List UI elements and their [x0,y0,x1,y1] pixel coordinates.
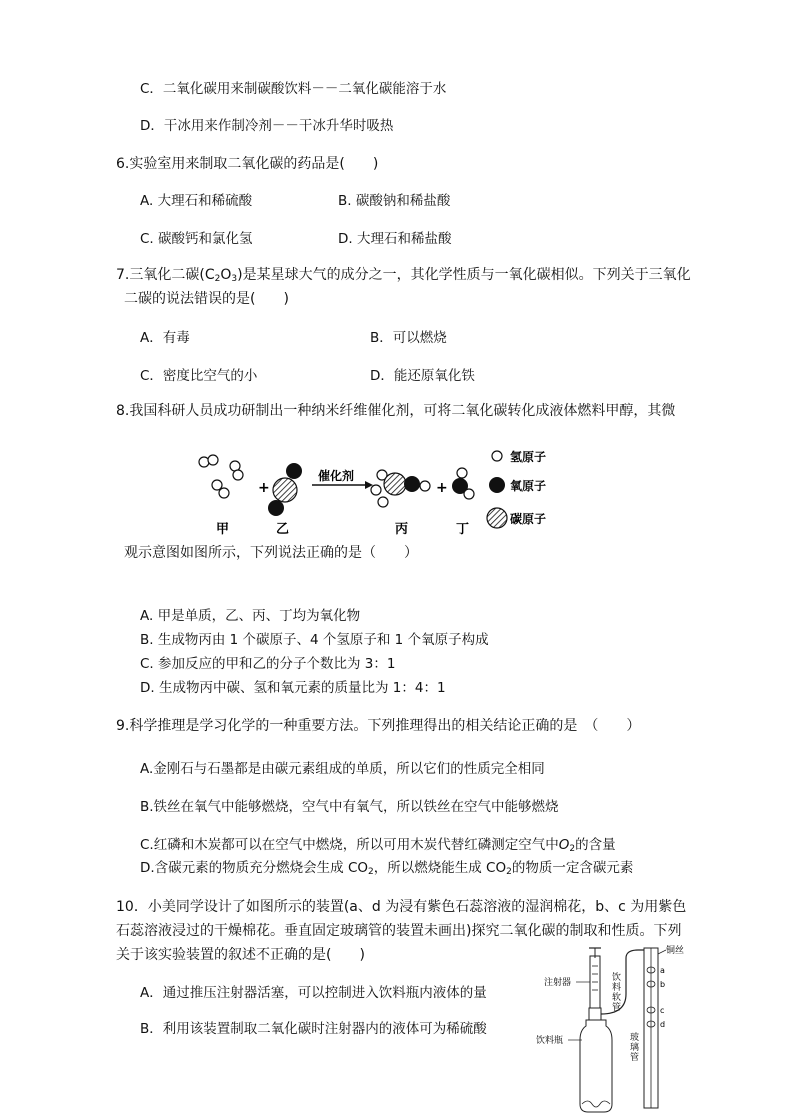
q9-option-c-post: 的含量 [575,837,616,853]
glass-tube-char-1: 玻 [630,1033,640,1043]
cotton-a-label: a [660,966,665,975]
q10-option-a: A．通过推压注射器活塞，可以控制进入饮料瓶内液体的量 [140,985,487,1001]
q10-stem-line3: 关于该实验装置的叙述不正确的是( ) [116,947,365,963]
q7-stem-line2: 二碳的说法错误的是( ) [124,291,289,307]
soft-tube-drawing [601,950,650,1014]
copper-wire-label: 铜丝 [666,946,685,956]
label-bing: 丙 [395,522,409,537]
q7-option-b: B．可以燃烧 [370,330,447,346]
catalyst-label: 催化剂 [318,469,355,483]
plus-sign-1: + [258,480,270,496]
q7-option-d: D．能还原氧化铁 [370,368,475,384]
q9-option-d-sub2: 2 [506,867,512,877]
co2-apparatus-diagram [526,944,690,1116]
product-bing-molecule [371,470,430,507]
reactant-jia-molecules [199,455,243,498]
glass-tube-drawing [644,948,658,1108]
q8-option-a: A. 甲是单质，乙、丙、丁均为氧化物 [140,608,361,624]
label-yi: 乙 [276,522,290,537]
q7-option-a: A．有毒 [140,330,190,346]
q9-option-b: B.铁丝在氧气中能够燃烧，空气中有氧气，所以铁丝在空气中能够燃烧 [140,799,559,815]
q8-stem-line1: 8.我国科研人员成功研制出一种纳米纤维催化剂，可将二氧化碳转化成液体燃料甲醇，其微 [116,403,676,419]
cotton-c-label: c [660,1006,665,1015]
q9-option-d-mid: ，所以燃烧能生成 CO [373,860,507,876]
q5-option-c: C．二氧化碳用来制碳酸饮料－－二氧化碳能溶于水 [140,81,447,97]
syringe-label: 注射器 [544,978,572,988]
soft-tube-label [612,971,621,1013]
soft-tube-char-3: 软 [612,993,622,1003]
q6-option-a: A. 大理石和稀硫酸 [140,193,253,209]
q9-option-d-sub1: 2 [368,867,374,877]
q7-stem-line1 [116,266,691,288]
q9-option-c-sub: 2 [569,844,576,854]
bottle-drawing [580,1008,612,1112]
legend-hydrogen: 氢原子 [510,450,547,464]
soft-tube-char-4: 管 [612,1003,622,1013]
q9-option-c-o: O [558,837,570,853]
q7-stem-o: O [220,267,232,283]
q10-stem-line1: 10．小美同学设计了如图所示的装置(a、d 为浸有紫色石蕊溶液的湿润棉花，b、c 为用紫色 [116,899,687,915]
q8-option-b: B. 生成物丙由 1 个碳原子、4 个氢原子和 1 个氧原子构成 [140,632,489,648]
q9-option-c-pre: C.红磷和木炭都可以在空气中燃烧，所以可用木炭代替红磷测定空气中 [140,837,559,853]
legend-carbon: 碳原子 [510,512,547,526]
bottle-label: 饮料瓶 [536,1036,564,1046]
glass-tube-char-2: 璃 [630,1043,640,1053]
q7-option-c: C．密度比空气的小 [140,368,258,384]
reactant-yi-molecule [268,463,302,516]
q9-option-a: A.金刚石与石墨都是由碳元素组成的单质，所以它们的性质完全相同 [140,761,545,777]
q9-stem: 9.科学推理是学习化学的一种重要方法。下列推理得出的相关结论正确的是 （ ） [116,718,641,734]
glass-tube-char-3: 管 [630,1053,640,1063]
q7-stem-pre: 7.三氧化二碳(C [116,267,215,283]
q5-option-d: D．干冰用来作制冷剂－－干冰升华时吸热 [140,118,394,134]
q7-sub-3: 3 [231,274,238,284]
q6-stem: 6.实验室用来制取二氧化碳的药品是( ) [116,156,379,172]
q9-option-d [140,859,633,881]
q9-option-d-pre: D.含碳元素的物质充分燃烧会生成 CO [140,860,369,876]
cotton-d-label: d [660,1020,666,1029]
q8-option-c: C. 参加反应的甲和乙的分子个数比为 3：1 [140,656,396,672]
legend [487,449,546,528]
q6-option-d: D. 大理石和稀盐酸 [338,231,452,247]
q8-stem-line2: 观示意图如图所示，下列说法正确的是（ ） [124,545,418,561]
glass-tube-label [630,1031,639,1063]
soft-tube-char-2: 料 [612,983,622,993]
plus-sign-2: + [436,480,448,496]
q10-option-b: B．利用该装置制取二氧化碳时注射器内的液体可为稀硫酸 [140,1021,487,1037]
soft-tube-char-1: 饮 [612,973,622,983]
label-jia: 甲 [216,522,230,537]
q7-sub-2: 2 [214,274,221,284]
label-ding: 丁 [456,522,470,537]
q6-option-b: B. 碳酸钠和稀盐酸 [338,193,451,209]
q9-option-d-post: 的物质一定含碳元素 [511,860,634,876]
cotton-b-label: b [660,980,666,989]
q9-option-c [140,836,616,858]
syringe-drawing [589,948,601,1016]
q7-stem-post: )是某星球大气的成分之一，其化学性质与一氧化碳相似。下列关于三氧化 [237,267,691,283]
q6-option-c: C. 碳酸钙和氯化氢 [140,231,253,247]
product-ding-molecule [452,468,474,499]
q8-option-d: D. 生成物丙中碳、氢和氧元素的质量比为 1：4：1 [140,680,446,696]
q10-stem-line2: 石蕊溶液浸过的干燥棉花。垂直固定玻璃管的装置未画出)探究二氧化碳的制取和性质。下列 [116,923,682,939]
molecule-reaction-diagram [190,440,590,540]
legend-oxygen: 氧原子 [510,479,547,493]
